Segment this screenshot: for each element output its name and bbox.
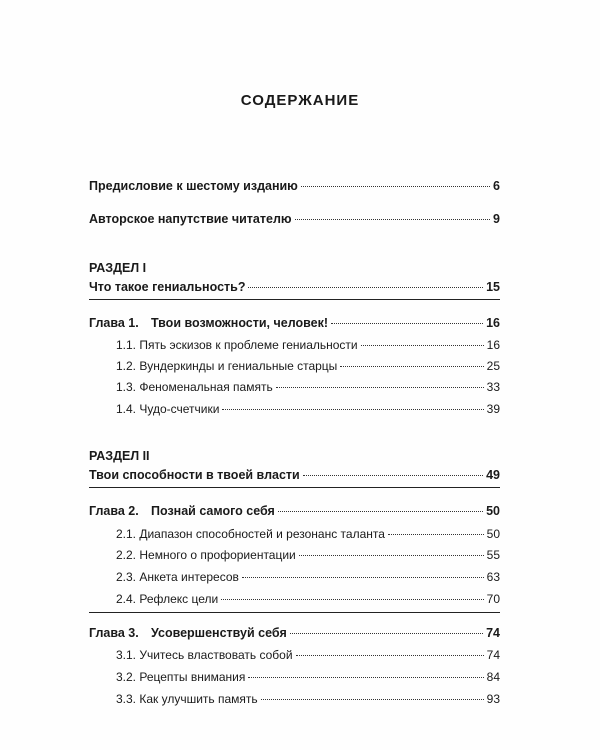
toc-entry-page: 63 [486,570,500,584]
toc-entry-chapter-1[interactable] [89,315,500,331]
chapter-number: Глава 3. [89,626,139,640]
leader-dots [331,323,483,324]
toc-entry-2-2[interactable] [116,547,500,563]
toc-entry-label: Что такое гениальность? [89,280,246,294]
toc-entry-label: 1.2. Вундеркинды и гениальные старцы [116,359,338,373]
toc-entry-page: 70 [486,592,500,606]
leader-dots [388,534,484,535]
toc-entry-2-3[interactable] [116,569,500,585]
toc-entry-2-1[interactable] [116,526,500,542]
toc-entry-label: Познай самого себя [151,504,275,518]
toc-entry-page: 74 [486,626,500,640]
toc-entry-3-1[interactable] [116,647,500,663]
toc-entry-label: 1.1. Пять эскизов к проблеме гениальности [116,338,358,352]
toc-entry-label: 2.4. Рефлекс цели [116,592,219,606]
toc-entry-label: 2.3. Анкета интересов [116,570,239,584]
toc-entry-1-4[interactable] [116,401,500,417]
toc-entry-page: 50 [486,527,500,541]
toc-entry-label: Усовершенствуй себя [151,626,287,640]
toc-entry-preface[interactable] [89,178,500,194]
toc-entry-page: 39 [486,402,500,416]
toc-entry-label: 1.4. Чудо-счетчики [116,402,220,416]
toc-entry-label: 3.3. Как улучшить память [116,692,258,706]
toc-entry-1-1[interactable] [116,337,500,353]
toc-entry-page: 55 [486,548,500,562]
toc-entry-page: 16 [486,316,500,330]
leader-dots [299,555,484,556]
toc-entry-section-1[interactable] [89,279,500,295]
chapter-rule [89,612,500,613]
toc-entry-3-2[interactable] [116,669,500,685]
toc-entry-chapter-2[interactable] [89,503,500,519]
toc-entry-page: 84 [486,670,500,684]
toc-entry-page: 15 [486,280,500,294]
leader-dots [361,345,484,346]
section-heading: РАЗДЕЛ I [89,261,147,275]
section-rule [89,487,500,488]
toc-entry-page: 16 [486,338,500,352]
toc-entry-section-2[interactable] [89,467,500,483]
leader-dots [221,599,483,600]
toc-entry-page: 93 [486,692,500,706]
section-rule [89,299,500,300]
toc-entry-label: Авторское напутствие читателю [89,212,292,226]
leader-dots [290,633,483,634]
toc-entry-label: 3.2. Рецепты внимания [116,670,246,684]
toc-entry-page: 50 [486,504,500,518]
toc-entry-label: 2.2. Немного о профориентации [116,548,296,562]
toc-entry-author-note[interactable] [89,211,500,227]
leader-dots [248,287,483,288]
leader-dots [248,677,483,678]
toc-entry-label: 1.3. Феноменальная память [116,380,273,394]
toc-entry-label: 2.1. Диапазон способностей и резонанс таланта [116,527,385,541]
toc-entry-1-2[interactable] [116,358,500,374]
toc-entry-page: 49 [486,468,500,482]
leader-dots [261,699,484,700]
toc-entry-page: 6 [493,179,500,193]
leader-dots [340,366,483,367]
chapter-number: Глава 2. [89,504,139,518]
leader-dots [296,655,484,656]
toc-entry-label: Предисловие к шестому изданию [89,179,298,193]
toc-entry-page: 74 [486,648,500,662]
leader-dots [276,387,484,388]
toc-title: СОДЕРЖАНИЕ [240,92,360,109]
toc-entry-page: 25 [486,359,500,373]
toc-entry-label: 3.1. Учитесь властвовать собой [116,648,293,662]
toc-entry-label: Твои способности в твоей власти [89,468,300,482]
toc-entry-chapter-3[interactable] [89,625,500,641]
toc-entry-label: Твои возможности, человек! [151,316,329,330]
leader-dots [222,409,483,410]
leader-dots [303,475,483,476]
leader-dots [301,186,490,187]
toc-entry-page: 9 [493,212,500,226]
leader-dots [278,511,483,512]
toc-entry-3-3[interactable] [116,691,500,707]
toc-entry-page: 33 [486,380,500,394]
chapter-number: Глава 1. [89,316,139,330]
toc-entry-2-4[interactable] [116,591,500,607]
leader-dots [295,219,490,220]
section-heading: РАЗДЕЛ II [89,449,150,463]
toc-entry-1-3[interactable] [116,379,500,395]
leader-dots [242,577,484,578]
